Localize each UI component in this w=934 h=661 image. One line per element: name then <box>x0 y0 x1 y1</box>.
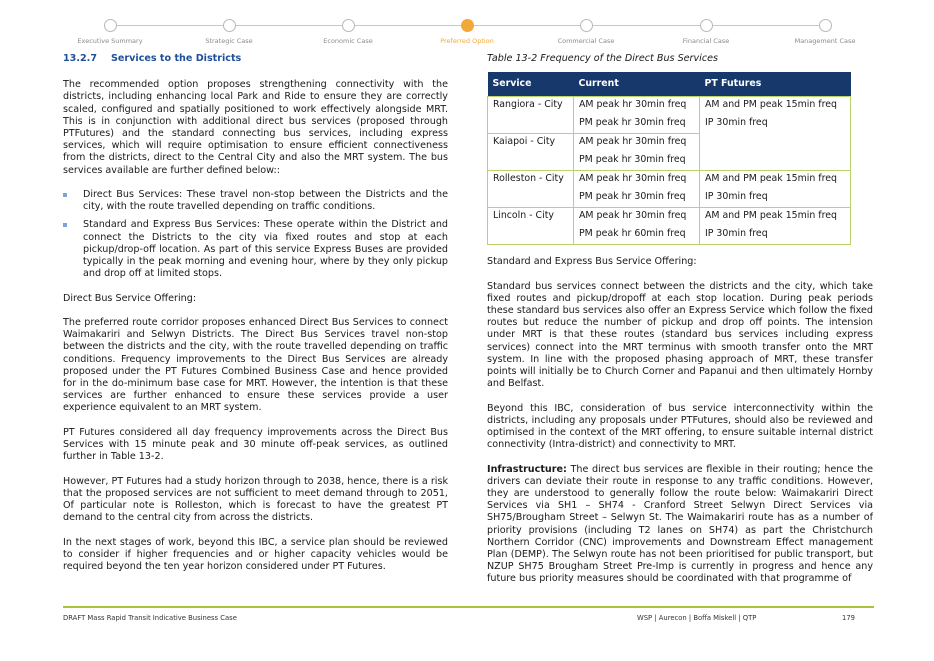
frequency-table <box>487 72 851 245</box>
left-column <box>63 53 448 585</box>
footer-document-title: DRAFT Mass Rapid Transit Indicative Business Case <box>63 614 237 622</box>
table-row <box>488 171 851 190</box>
paragraph: However, PT Futures had a study horizon through to 2038, hence, there is a risk that the proposed services are not sufficient to meet demand through to 2051, Of particular note is Rolleston, which is forecast to have the greatest PT demand to the central city from across the districts. <box>63 475 448 524</box>
nav-step-management-case[interactable] <box>765 18 885 45</box>
bullet-square-icon <box>63 223 67 227</box>
section-heading <box>63 53 448 65</box>
paragraph: Direct Bus Service Offering: <box>63 292 197 304</box>
future-cell: AM and PM peak 15min freq <box>700 208 851 227</box>
footer-divider <box>63 606 874 608</box>
future-cell: AM and PM peak 15min freq <box>700 97 851 116</box>
bullet-square-icon <box>63 193 67 197</box>
current-cell: PM peak hr 30min freq <box>574 152 700 171</box>
right-column <box>487 53 873 598</box>
future-cell <box>700 134 851 171</box>
section-number: 13.2.7 <box>63 53 97 64</box>
nav-label: Executive Summary <box>77 37 143 45</box>
service-cell: Lincoln - City <box>488 208 574 245</box>
nav-dot <box>104 19 117 32</box>
paragraph <box>487 464 873 586</box>
future-cell: IP 30min freq <box>700 189 851 208</box>
section-title: Services to the Districts <box>111 53 242 64</box>
table-row <box>488 97 851 116</box>
current-cell: PM peak hr 30min freq <box>574 115 700 134</box>
nav-label: Economic Case <box>323 37 373 45</box>
list-item-text: Standard and Express Bus Services: These operate within the District and connect the Districts to the city via fixed routes and stop at each pickup/drop-off location. As part of this service Express Buses are provided typically in the peak morning and evening hour, where by they only pickup and drop off at limited stops. <box>83 219 448 280</box>
nav-label-active: Preferred Option <box>440 37 494 45</box>
table-row <box>488 208 851 227</box>
current-cell: AM peak hr 30min freq <box>574 97 700 116</box>
footer-authors: WSP | Aurecon | Boffa Miskell | QTP <box>637 614 757 622</box>
column-header-pt-futures: PT Futures <box>700 72 851 97</box>
nav-label: Financial Case <box>682 37 730 45</box>
service-cell: Rolleston - City <box>488 171 574 208</box>
current-cell: PM peak hr 60min freq <box>574 226 700 245</box>
service-cell: Rangiora - City <box>488 97 574 134</box>
nav-step-strategic-case[interactable] <box>169 18 289 45</box>
paragraph: Beyond this IBC, consideration of bus service interconnectivity within the districts, including any proposals under PTFutures, should also be reviewed and optimised in the context of the MRT offering, to ensure suitable internal district connectivity (Intra-district) and connectivity to MRT. <box>487 402 873 451</box>
nav-label: Management Case <box>794 37 856 45</box>
paragraph: In the next stages of work, beyond this IBC, a service plan should be reviewed to consider if higher frequencies and or higher capacity vehicles would be required beyond the ten year horizon considered under PT Futures. <box>63 536 448 573</box>
bullet-list <box>63 189 448 280</box>
nav-step-preferred-option[interactable] <box>407 18 527 45</box>
nav-dot <box>580 19 593 32</box>
paragraph-text: The direct bus services are flexible in their routing; hence the drivers can deviate their route in response to any traffic conditions. However, they are understood to generally follow the route below: Waimakariri Direct Services via SH1 – SH74 - Cranford Street Selwyn Direct Services via SH75/Brougham Street – Selwyn St. The Waimakariri route has as a number of priority provisions (including T2 lanes on SH74) as part the Christchurch Northern Corridor (CNC) improvements and Downstream Effect management Plan (DEMP). The Selwyn route has not been prioritised for public transport, but NZUP SH75 Brougham Street Pre-Imp is currently in progress and hence any future bus priority measures should be coordinated with that programme of <box>487 463 873 585</box>
nav-step-economic-case[interactable] <box>288 18 408 45</box>
current-cell: AM peak hr 30min freq <box>574 134 700 153</box>
paragraph: PT Futures considered all day frequency improvements across the Direct Bus Services with 15 minute peak and 30 minute off-peak services, as outlined further in Table 13-2. <box>63 426 448 463</box>
service-cell: Kaiapoi - City <box>488 134 574 171</box>
nav-step-financial-case[interactable] <box>646 18 766 45</box>
future-cell: AM and PM peak 15min freq <box>700 171 851 190</box>
paragraph: The recommended option proposes strengthening connectivity with the districts, including enhancing local Park and Ride to ensure they are correctly scaled, configured and spatially positioned to work effectively alongside MRT. This is in conjunction with additional direct bus services (proposed through PTFutures) and the standard connecting bus services, including express services, which will require optimisation to ensure efficient connectiveness from the districts, direct to the Central City and also the MRT system. The bus services available are further defined below:: <box>63 79 448 176</box>
page-number: 179 <box>842 614 855 622</box>
column-header-current: Current <box>574 72 700 97</box>
paragraph: Standard and Express Bus Service Offering: <box>487 256 697 268</box>
nav-dot <box>819 19 832 32</box>
nav-label: Commercial Case <box>557 37 615 45</box>
table-header-row <box>488 72 851 97</box>
column-header-service: Service <box>488 72 574 97</box>
table-caption: Table 13-2 Frequency of the Direct Bus Services <box>487 53 719 64</box>
nav-step-commercial-case[interactable] <box>526 18 646 45</box>
nav-dot <box>223 19 236 32</box>
current-cell: AM peak hr 30min freq <box>574 171 700 190</box>
nav-label: Strategic Case <box>205 37 253 45</box>
list-item <box>63 219 448 280</box>
future-cell: IP 30min freq <box>700 226 851 245</box>
table-row <box>488 134 851 153</box>
nav-dot-active <box>461 19 474 32</box>
current-cell: AM peak hr 30min freq <box>574 208 700 227</box>
nav-dot <box>700 19 713 32</box>
future-cell: IP 30min freq <box>700 115 851 134</box>
nav-dot <box>342 19 355 32</box>
progress-nav <box>64 18 862 48</box>
current-cell: PM peak hr 30min freq <box>574 189 700 208</box>
infrastructure-label: Infrastructure: <box>487 463 567 475</box>
paragraph: The preferred route corridor proposes enhanced Direct Bus Services to connect Waimakariri and Selwyn Districts. The Direct Bus Services travel non-stop between the districts and the city, with the route travelled depending on traffic conditions. Frequency improvements to the Direct Bus Services are already proposed under the PT Futures Combined Business Case and hence provided for in the do-minimum base case for MRT. However, the intention is that these services are further enhanced to ensure these services provide a user experience equivalent to an MRT system. <box>63 317 448 414</box>
list-item-text: Direct Bus Services: These travel non-stop between the Districts and the city, with the route travelled depending on traffic conditions. <box>83 189 448 213</box>
list-item <box>63 189 448 213</box>
nav-step-executive-summary[interactable] <box>50 18 170 45</box>
paragraph: Standard bus services connect between the districts and the city, which take fixed routes and pickup/dropoff at each stop location. During peak periods these standard bus services also offer an Express Service which follow the fixed routes but reduce the number of pickup and drop off points. The intension under MRT is that these routes (standard bus services including express services) connect into the MRT terminus with smooth transfer onto the MRT system. In line with the proposed phasing approach of MRT, these transfer points will initially be to Church Corner and Papanui and then ultimately Hornby and Belfast. <box>487 280 873 390</box>
